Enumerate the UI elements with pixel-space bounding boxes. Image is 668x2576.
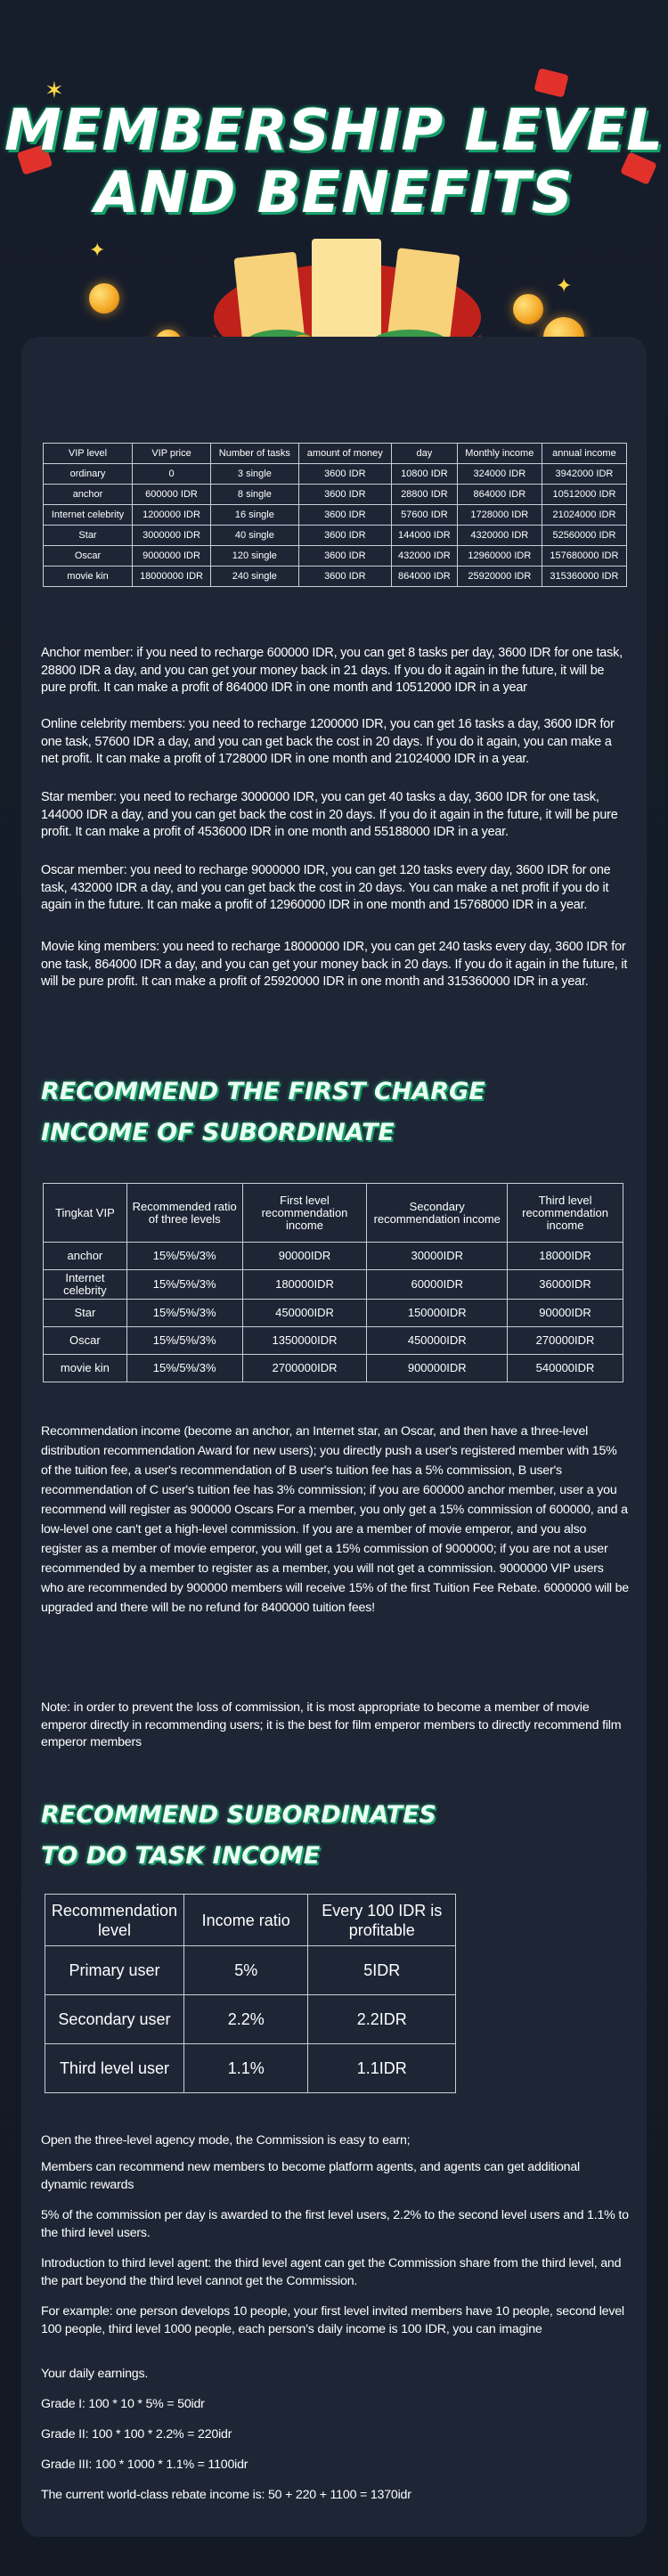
table-cell: 3600 IDR: [298, 526, 391, 546]
table-row: [44, 526, 627, 546]
red-packet-icon: [534, 68, 568, 97]
column-header: Recommended ratio of three levels: [126, 1184, 242, 1243]
column-header: Recommendation level: [45, 1895, 184, 1946]
table-cell: anchor: [44, 485, 133, 505]
task-income-table: [45, 1894, 456, 2093]
movie-king-member-paragraph: Movie king members: you need to recharge 18000000 IDR, you can get 240 tasks every day, 3600 IDR for one task, 864000 IDR a day, and you can get your money back in 20 days. If you do it again in the future, it will be pure profit. It can make a profit of 25920000 IDR in one month and 315360000 IDR in a year.: [41, 940, 628, 989]
table-cell: 3600 IDR: [298, 546, 391, 567]
table-cell: 1.1%: [183, 2044, 308, 2093]
table-cell: 90000IDR: [508, 1300, 623, 1327]
sparkle-icon: ✦: [556, 274, 573, 297]
table-cell: 3000000 IDR: [133, 526, 211, 546]
table-cell: 10800 IDR: [391, 464, 457, 485]
table-row: [44, 485, 627, 505]
sparkle-icon: ✶: [45, 77, 64, 103]
table-cell: anchor: [44, 1243, 127, 1270]
column-header: day: [391, 444, 457, 464]
table-cell: 3600 IDR: [298, 505, 391, 526]
column-header: Third level recommendation income: [508, 1184, 623, 1243]
table-cell: 864000 IDR: [391, 567, 457, 587]
table-row: [44, 546, 627, 567]
coin-decoration-icon: [89, 283, 119, 314]
table-cell: 3 single: [211, 464, 299, 485]
table-cell: 3942000 IDR: [542, 464, 626, 485]
agency-mode-paragraph: Open the three-level agency mode, the Commission is easy to earn;: [41, 2133, 411, 2148]
table-row: [45, 1995, 456, 2044]
table-cell: Third level user: [45, 2044, 184, 2093]
table-cell: 52560000 IDR: [542, 526, 626, 546]
table-cell: 36000IDR: [508, 1270, 623, 1300]
table-cell: 150000IDR: [367, 1300, 508, 1327]
table-cell: 15%/5%/3%: [126, 1243, 242, 1270]
grade-2-calculation: Grade II: 100 * 100 * 2.2% = 220idr: [41, 2427, 232, 2441]
table-cell: 1200000 IDR: [133, 505, 211, 526]
table-cell: 450000IDR: [367, 1327, 508, 1355]
table-cell: 540000IDR: [508, 1355, 623, 1382]
example-paragraph: For example: one person develops 10 people, your first level invited members have 10 people, second level 100 people, third level 1000 people, each person's daily income is 100 IDR, you can imagine: [41, 2304, 624, 2336]
table-cell: 120 single: [211, 546, 299, 567]
recommendation-income-paragraph: Recommendation income (become an anchor, an Internet star, an Oscar, and then have a three-level distribution recommendation Award for new users); you directly push a user's registered member with 15% of the tuition fee, a user's recommendation of B user's tuition fee has a 5% commission, B user's recommendation of C user's tuition fee has 3% commission; if you are 600000 anchor member, user a you recommend will register as 900000 Oscars For a member, you only get a 15% commission of 600000, and a low-level one can't get a high-level commission. If you are a member of movie emperor, and you also register as a member of movie emperor, you will get a 15% commission of 9000000; if you are not a user recommended by a member to register as a member, you will not get a commission. 9000000 VIP users who are recommended by 900000 members will receive 15% of the first Tuition Fee Rebate. 6000000 will be upgraded and there will be no refund for 8400000 tuition fees!: [41, 1424, 629, 1615]
coin-decoration-icon: [513, 294, 543, 324]
table-row: [44, 1270, 623, 1300]
table-cell: 18000000 IDR: [133, 567, 211, 587]
table-cell: ordinary: [44, 464, 133, 485]
table-cell: 25920000 IDR: [457, 567, 542, 587]
table-cell: 60000IDR: [367, 1270, 508, 1300]
third-level-intro-paragraph: Introduction to third level agent: the third level agent can get the Commission share from the third level, and the part beyond the third level cannot get the Commission.: [41, 2256, 622, 2288]
commission-note-paragraph: Note: in order to prevent the loss of commission, it is most appropriate to become a member of movie emperor directly in recommending users; it is the best for film emperor members to directly recommend film emperor members: [41, 1700, 622, 1749]
table-row: [44, 1355, 623, 1382]
commission-split-paragraph: 5% of the commission per day is awarded to the first level users, 2.2% to the second level users and 1.1% to the third level users.: [41, 2208, 629, 2240]
table-cell: 1350000IDR: [242, 1327, 367, 1355]
table-cell: 15%/5%/3%: [126, 1327, 242, 1355]
table-row: [44, 464, 627, 485]
table-cell: 15%/5%/3%: [126, 1355, 242, 1382]
table-cell: Internet celebrity: [44, 1270, 127, 1300]
table-cell: 90000IDR: [242, 1243, 367, 1270]
table-cell: 900000IDR: [367, 1355, 508, 1382]
table-cell: 600000 IDR: [133, 485, 211, 505]
table-header-row: [44, 1184, 623, 1243]
agent-rewards-paragraph: Members can recommend new members to become platform agents, and agents can get additional dynamic rewards: [41, 2160, 581, 2192]
table-cell: 2.2%: [183, 1995, 308, 2044]
table-cell: 12960000 IDR: [457, 546, 542, 567]
membership-levels-table: [43, 443, 627, 587]
table-cell: 10512000 IDR: [542, 485, 626, 505]
star-member-paragraph: Star member: you need to recharge 3000000 IDR, you can get 40 tasks a day, 3600 IDR for one task, 144000 IDR a day, and you can get back the cost in 20 days. If you do it again in the future, it will be pure profit. It can make a profit of 4536000 IDR in one month and 55188000 IDR in a year.: [41, 790, 618, 839]
table-cell: 144000 IDR: [391, 526, 457, 546]
table-cell: 21024000 IDR: [542, 505, 626, 526]
table-cell: 3600 IDR: [298, 567, 391, 587]
table-cell: Oscar: [44, 546, 133, 567]
table-row: [44, 1243, 623, 1270]
table-cell: Secondary user: [45, 1995, 184, 2044]
table-row: [44, 567, 627, 587]
anchor-member-paragraph: Anchor member: if you need to recharge 600000 IDR, you can get 8 tasks per day, 3600 IDR for one task, 28800 IDR a day, and you can get your money back in 21 days. If you do it again in the future, it will be pure profit. It can make a profit of 864000 IDR in one month and 10512000 IDR in a year: [41, 646, 623, 695]
column-header: Tingkat VIP: [44, 1184, 127, 1243]
table-cell: 16 single: [211, 505, 299, 526]
table-cell: movie kin: [44, 1355, 127, 1382]
task-income-title-line2: TO DO TASK INCOME: [41, 1842, 321, 1870]
page-title-line2: AND BENEFITS: [94, 160, 574, 226]
table-cell: 4320000 IDR: [457, 526, 542, 546]
table-cell: 0: [133, 464, 211, 485]
column-header: First level recommendation income: [242, 1184, 367, 1243]
table-header-row: [45, 1895, 456, 1946]
table-cell: 1728000 IDR: [457, 505, 542, 526]
table-cell: 180000IDR: [242, 1270, 367, 1300]
grade-1-calculation: Grade I: 100 * 10 * 5% = 50idr: [41, 2397, 205, 2411]
column-header: annual income: [542, 444, 626, 464]
table-row: [44, 1327, 623, 1355]
table-cell: 30000IDR: [367, 1243, 508, 1270]
first-charge-title-line2: INCOME OF SUBORDINATE: [41, 1119, 395, 1146]
table-cell: Star: [44, 1300, 127, 1327]
table-cell: Oscar: [44, 1327, 127, 1355]
column-header: Every 100 IDR is profitable: [308, 1895, 456, 1946]
task-income-title-line1: RECOMMEND SUBORDINATES: [41, 1801, 436, 1829]
column-header: Secondary recommendation income: [367, 1184, 508, 1243]
table-cell: 432000 IDR: [391, 546, 457, 567]
table-cell: 240 single: [211, 567, 299, 587]
first-charge-income-table: [43, 1183, 623, 1382]
table-cell: Internet celebrity: [44, 505, 133, 526]
table-header-row: [44, 444, 627, 464]
column-header: Monthly income: [457, 444, 542, 464]
column-header: VIP level: [44, 444, 133, 464]
table-cell: 3600 IDR: [298, 464, 391, 485]
table-cell: 40 single: [211, 526, 299, 546]
table-cell: 15%/5%/3%: [126, 1300, 242, 1327]
table-cell: 5%: [183, 1946, 308, 1995]
first-charge-title-line1: RECOMMEND THE FIRST CHARGE: [41, 1078, 485, 1105]
table-row: [45, 2044, 456, 2093]
table-cell: 18000IDR: [508, 1243, 623, 1270]
table-cell: Star: [44, 526, 133, 546]
table-cell: 8 single: [211, 485, 299, 505]
table-row: [44, 505, 627, 526]
page-title-line1: MEMBERSHIP LEVEL: [4, 98, 664, 164]
table-cell: 1.1IDR: [308, 2044, 456, 2093]
total-rebate-income: The current world-class rebate income is: 50 + 220 + 1100 = 1370idr: [41, 2488, 411, 2502]
table-cell: 2700000IDR: [242, 1355, 367, 1382]
sparkle-icon: ✦: [89, 239, 106, 261]
table-cell: 9000000 IDR: [133, 546, 211, 567]
table-row: [44, 1300, 623, 1327]
column-header: Number of tasks: [211, 444, 299, 464]
table-cell: Primary user: [45, 1946, 184, 1995]
table-cell: movie kin: [44, 567, 133, 587]
table-cell: 864000 IDR: [457, 485, 542, 505]
table-cell: 324000 IDR: [457, 464, 542, 485]
celebrity-member-paragraph: Online celebrity members: you need to recharge 1200000 IDR, you can get 16 tasks a day, 3600 IDR for one task, 57600 IDR a day, and you can get back the cost in 20 days. If you do it again, you can make a net profit. It can make a profit of 1728000 IDR in one month and 21024000 IDR in a year.: [41, 717, 615, 766]
grade-3-calculation: Grade III: 100 * 1000 * 1.1% = 1100idr: [41, 2458, 248, 2472]
table-cell: 28800 IDR: [391, 485, 457, 505]
table-cell: 315360000 IDR: [542, 567, 626, 587]
column-header: VIP price: [133, 444, 211, 464]
table-cell: 5IDR: [308, 1946, 456, 1995]
table-cell: 2.2IDR: [308, 1995, 456, 2044]
table-cell: 3600 IDR: [298, 485, 391, 505]
table-cell: 157680000 IDR: [542, 546, 626, 567]
table-cell: 15%/5%/3%: [126, 1270, 242, 1300]
column-header: Income ratio: [183, 1895, 308, 1946]
table-cell: 57600 IDR: [391, 505, 457, 526]
daily-earnings-label: Your daily earnings.: [41, 2367, 149, 2381]
table-cell: 270000IDR: [508, 1327, 623, 1355]
table-row: [45, 1946, 456, 1995]
table-cell: 450000IDR: [242, 1300, 367, 1327]
oscar-member-paragraph: Oscar member: you need to recharge 9000000 IDR, you can get 120 tasks every day, 3600 IDR for one task, 432000 IDR a day, and you can get back the cost in 20 days. You can make a net profit if you do it again in the future. It can make a profit of 12960000 IDR in one month and 15768000 IDR in a year.: [41, 863, 611, 912]
column-header: amount of money: [298, 444, 391, 464]
